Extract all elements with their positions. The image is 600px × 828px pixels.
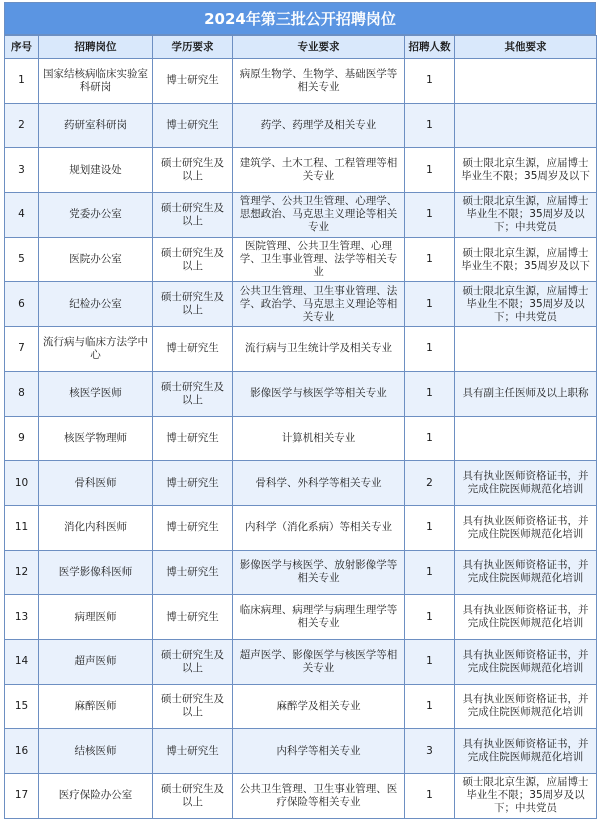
cell-no: 4 xyxy=(5,193,39,238)
cell-count: 1 xyxy=(405,639,455,684)
cell-major: 影像医学与核医学、放射影像学等相关专业 xyxy=(233,550,405,595)
cell-other: 具有执业医师资格证书，并完成住院医师规范化培训 xyxy=(455,595,597,640)
cell-no: 10 xyxy=(5,461,39,506)
positions-table xyxy=(4,35,597,819)
cell-other: 硕士限北京生源，应届博士毕业生不限；35周岁及以下；中共党员 xyxy=(455,193,597,238)
table-row xyxy=(5,461,597,506)
cell-major: 管理学、公共卫生管理、心理学、思想政治、马克思主义理论等相关专业 xyxy=(233,193,405,238)
cell-post: 规划建设处 xyxy=(39,148,153,193)
cell-major: 药学、药理学及相关专业 xyxy=(233,103,405,148)
table-row xyxy=(5,595,597,640)
cell-other: 具有副主任医师及以上职称 xyxy=(455,371,597,416)
cell-count: 1 xyxy=(405,237,455,282)
cell-no: 1 xyxy=(5,59,39,104)
table-row xyxy=(5,282,597,327)
cell-no: 13 xyxy=(5,595,39,640)
table-row xyxy=(5,774,597,819)
cell-count: 1 xyxy=(405,684,455,729)
cell-other: 硕士限北京生源，应届博士毕业生不限；35周岁及以下 xyxy=(455,148,597,193)
table-row xyxy=(5,193,597,238)
table-row xyxy=(5,327,597,372)
cell-post: 医疗保险办公室 xyxy=(39,774,153,819)
cell-count: 1 xyxy=(405,371,455,416)
cell-other: 具有执业医师资格证书，并完成住院医师规范化培训 xyxy=(455,461,597,506)
cell-post: 药研室科研岗 xyxy=(39,103,153,148)
cell-education: 博士研究生 xyxy=(153,416,233,461)
cell-education: 博士研究生 xyxy=(153,327,233,372)
cell-count: 1 xyxy=(405,59,455,104)
cell-education: 博士研究生 xyxy=(153,595,233,640)
header-education: 学历要求 xyxy=(153,36,233,59)
cell-other xyxy=(455,103,597,148)
cell-major: 流行病与卫生统计学及相关专业 xyxy=(233,327,405,372)
cell-education: 硕士研究生及以上 xyxy=(153,639,233,684)
cell-post: 医院办公室 xyxy=(39,237,153,282)
cell-no: 3 xyxy=(5,148,39,193)
cell-education: 硕士研究生及以上 xyxy=(153,148,233,193)
cell-no: 6 xyxy=(5,282,39,327)
cell-education: 博士研究生 xyxy=(153,550,233,595)
cell-no: 14 xyxy=(5,639,39,684)
cell-major: 影像医学与核医学等相关专业 xyxy=(233,371,405,416)
cell-post: 麻醉医师 xyxy=(39,684,153,729)
cell-major: 建筑学、土木工程、工程管理等相关专业 xyxy=(233,148,405,193)
cell-count: 1 xyxy=(405,416,455,461)
cell-major: 病原生物学、生物学、基础医学等相关专业 xyxy=(233,59,405,104)
table-row xyxy=(5,148,597,193)
cell-no: 17 xyxy=(5,774,39,819)
cell-post: 核医学物理师 xyxy=(39,416,153,461)
cell-education: 硕士研究生及以上 xyxy=(153,193,233,238)
table-row xyxy=(5,371,597,416)
cell-major: 公共卫生管理、卫生事业管理、医疗保险等相关专业 xyxy=(233,774,405,819)
table-row xyxy=(5,729,597,774)
cell-post: 核医学医师 xyxy=(39,371,153,416)
cell-count: 1 xyxy=(405,282,455,327)
header-row xyxy=(5,36,597,59)
cell-post: 骨科医师 xyxy=(39,461,153,506)
cell-no: 7 xyxy=(5,327,39,372)
cell-other xyxy=(455,59,597,104)
cell-post: 超声医师 xyxy=(39,639,153,684)
table-row xyxy=(5,103,597,148)
cell-no: 15 xyxy=(5,684,39,729)
cell-other: 具有执业医师资格证书，并完成住院医师规范化培训 xyxy=(455,505,597,550)
cell-count: 1 xyxy=(405,550,455,595)
cell-count: 3 xyxy=(405,729,455,774)
table-row xyxy=(5,639,597,684)
cell-no: 16 xyxy=(5,729,39,774)
cell-other: 硕士限北京生源，应届博士毕业生不限；35周岁及以下；中共党员 xyxy=(455,774,597,819)
cell-major: 计算机相关专业 xyxy=(233,416,405,461)
cell-major: 麻醉学及相关专业 xyxy=(233,684,405,729)
cell-major: 内科学（消化系病）等相关专业 xyxy=(233,505,405,550)
cell-no: 9 xyxy=(5,416,39,461)
cell-other: 具有执业医师资格证书，并完成住院医师规范化培训 xyxy=(455,684,597,729)
cell-education: 硕士研究生及以上 xyxy=(153,774,233,819)
cell-post: 党委办公室 xyxy=(39,193,153,238)
header-post: 招聘岗位 xyxy=(39,36,153,59)
cell-post: 病理医师 xyxy=(39,595,153,640)
cell-other xyxy=(455,327,597,372)
header-no: 序号 xyxy=(5,36,39,59)
cell-education: 硕士研究生及以上 xyxy=(153,371,233,416)
table-row xyxy=(5,416,597,461)
cell-major: 超声医学、影像医学与核医学等相关专业 xyxy=(233,639,405,684)
cell-post: 消化内科医师 xyxy=(39,505,153,550)
cell-no: 5 xyxy=(5,237,39,282)
cell-count: 1 xyxy=(405,505,455,550)
header-major: 专业要求 xyxy=(233,36,405,59)
cell-major: 临床病理、病理学与病理生理学等相关专业 xyxy=(233,595,405,640)
cell-no: 8 xyxy=(5,371,39,416)
cell-count: 1 xyxy=(405,327,455,372)
cell-education: 博士研究生 xyxy=(153,59,233,104)
cell-education: 博士研究生 xyxy=(153,505,233,550)
cell-count: 1 xyxy=(405,148,455,193)
table-row xyxy=(5,59,597,104)
cell-post: 结核医师 xyxy=(39,729,153,774)
cell-post: 纪检办公室 xyxy=(39,282,153,327)
cell-education: 硕士研究生及以上 xyxy=(153,684,233,729)
table-row xyxy=(5,505,597,550)
cell-no: 12 xyxy=(5,550,39,595)
cell-education: 博士研究生 xyxy=(153,729,233,774)
cell-other: 具有执业医师资格证书，并完成住院医师规范化培训 xyxy=(455,729,597,774)
cell-post: 国家结核病临床实验室科研岗 xyxy=(39,59,153,104)
cell-count: 1 xyxy=(405,103,455,148)
cell-count: 2 xyxy=(405,461,455,506)
cell-major: 公共卫生管理、卫生事业管理、法学、政治学、马克思主义理论等相关专业 xyxy=(233,282,405,327)
cell-post: 流行病与临床方法学中心 xyxy=(39,327,153,372)
table-row xyxy=(5,237,597,282)
cell-education: 博士研究生 xyxy=(153,103,233,148)
cell-count: 1 xyxy=(405,193,455,238)
cell-major: 内科学等相关专业 xyxy=(233,729,405,774)
cell-education: 博士研究生 xyxy=(153,461,233,506)
cell-no: 11 xyxy=(5,505,39,550)
cell-post: 医学影像科医师 xyxy=(39,550,153,595)
cell-education: 硕士研究生及以上 xyxy=(153,237,233,282)
header-other: 其他要求 xyxy=(455,36,597,59)
header-count: 招聘人数 xyxy=(405,36,455,59)
cell-no: 2 xyxy=(5,103,39,148)
cell-other: 具有执业医师资格证书，并完成住院医师规范化培训 xyxy=(455,639,597,684)
cell-major: 医院管理、公共卫生管理、心理学、卫生事业管理、法学等相关专业 xyxy=(233,237,405,282)
table-title: 2024年第三批公开招聘岗位 xyxy=(4,2,596,35)
table-row xyxy=(5,684,597,729)
cell-other: 硕士限北京生源，应届博士毕业生不限；35周岁及以下；中共党员 xyxy=(455,282,597,327)
cell-count: 1 xyxy=(405,595,455,640)
cell-major: 骨科学、外科学等相关专业 xyxy=(233,461,405,506)
cell-other xyxy=(455,416,597,461)
cell-other: 硕士限北京生源，应届博士毕业生不限；35周岁及以下 xyxy=(455,237,597,282)
table-row xyxy=(5,550,597,595)
cell-other: 具有执业医师资格证书，并完成住院医师规范化培训 xyxy=(455,550,597,595)
cell-count: 1 xyxy=(405,774,455,819)
cell-education: 硕士研究生及以上 xyxy=(153,282,233,327)
